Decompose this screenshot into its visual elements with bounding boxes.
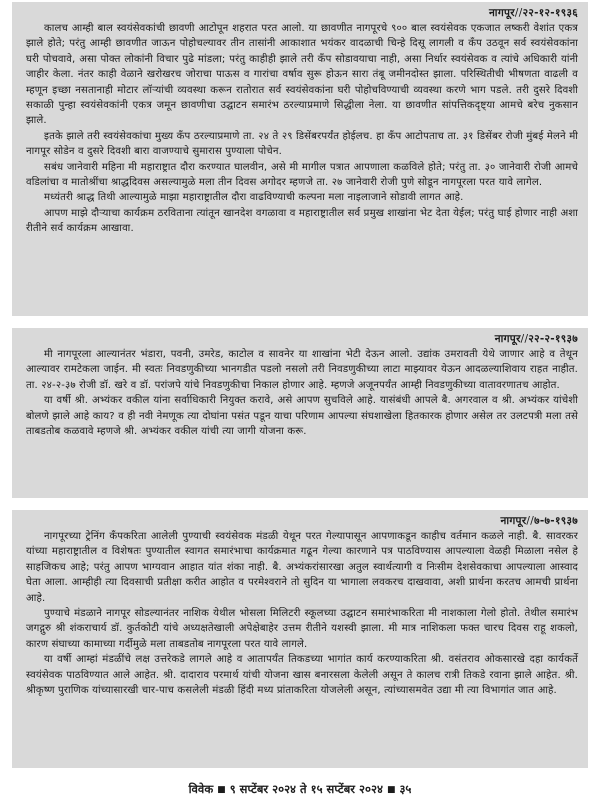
letter-paragraph: आपण माझे दौऱ्याचा कार्यक्रम ठरविताना त्यांतून खानदेश वगळावा व महाराष्ट्रातील सर्व प्रमुख शाखांना भेट देता येईल; परंतु घाई होणार नाही अशा रीतीने सर्व कार्यक्रम आखावा. xyxy=(26,207,578,235)
square-bullet-icon: ■ xyxy=(217,785,226,795)
letter-paragraph: कालच आम्ही बाल स्वयंसेवकांची छावणी आटोपून शहरात परत आलो. या छावणीत नागपूरचे ९०० बाल स्वयंसेवक एकजात लष्करी वेशांत एकत्र झाले होते; परंतु आम्ही छावणीत जाऊन पोहोचल्यावर तीन तासांनी आकाशात भयंकर वादळाची चिन्हे दिसू लागली व कँप उठवून सर्व स्वयंसेवकांना घरी पोचवावे, असा पोक्त लोकांनी विचार पुढे मांडला; परंतु काहीही झाले तरी कँप सोडावयाचा नाही, असा निर्धार स्वयंसेवक व त्यांचे अधिकारी यांनी जाहीर केला. नंतर काही वेळाने खरोखरच जोराचा पाऊस व गारांचा वर्षाव सुरू होऊन सारा तंबू जमीनदोस्त झाला. परिस्थितीची भीषणता वाढली व म्हणून इच्छा नसतानाही मोटार लॉऱ्यांची व्यवस्था करून रातोरात सर्व स्वयंसेवकांना घरी पोहोचविण्याची व्यवस्था करणे भाग पडले. तरी दुसरे दिवशी सकाळी पुन्हा स्वयंसेवकांनी एकत्र जमून छावणीचा उद्घाटन समारंभ ठरल्याप्रमाणे सिद्धीला नेला. या छावणीत सांपत्तिकदृष्ट्या आमचे बरेच नुकसान झाले. xyxy=(26,23,578,127)
letter-paragraph: मध्यंतरी श्राद्ध तिथी आल्यामुळे माझा महाराष्ट्रातील दौरा वाढविण्याची कल्पना मला नाइलाजाने सोडावी लागत आहे. xyxy=(44,192,464,204)
letter-paragraph: पुण्याचे मंडळाने नागपूर सोडल्यानंतर नाशिक येथील भोसला मिलिटरी स्कूलच्या उद्घाटन समारंभाकरिता मी नाशकाला गेलो होतो. तेथील समारंभ जगद्गुरु श्री शंकराचार्य डॉ. कुर्तकोटी यांचे अध्यक्षतेखाली अपेक्षेबाहेर उत्तम रीतीने यशस्वी झाला. मी मात्र नाशिकला फक्त चारच दिवस राहू शकलो, कारण संघाच्या कामाच्या गर्दीमुळे मला ताबडतोब नागपूरला परत यावे लागले. xyxy=(26,608,578,650)
square-bullet-icon: ■ xyxy=(386,785,396,795)
letter-date: नागपूर//२२-१२-१९३६ xyxy=(488,7,578,19)
letter-date: नागपूर//२२-२-१९३७ xyxy=(494,333,578,345)
page-number: ३५ xyxy=(399,782,412,796)
letter-paragraph: नागपूरच्या ट्रेनिंग कँपकरिता आलेली पुण्याची स्वयंसेवक मंडळी येथून परत गेल्यापासून आपणाकडून काहीच वर्तमान कळले नाही. बै. सावरकर यांच्या महाराष्ट्रातील व विशेषतः पुण्यातील स्वागत समारंभाचा कार्यक्रमात गढून गेल्या कारणाने पत्र पाठविण्यास आपल्याला वेळही मिळाला नसेल हे साहजिकच आहे; परंतु आपण भाग्यवान आहात यांत शंका नाही. बै. अभ्यंकरांसारखा अतुल स्वार्थत्यागी व निःसीम देशसेवकाचा आपल्याला आस्वाद घेता आला. आम्हीही त्या दिवसाची प्रतीक्षा करीत आहोत व परमेश्वराने तो सुदिन या भागाला लवकरच दाखवावा, अशी प्रार्थना करतच आमची प्रार्थना आहे. xyxy=(26,531,578,604)
letter-paragraph: या वर्षी आम्हां मंडळींचे लक्ष उत्तरेकडे लागले आहे व आतापर्यंत तिकडच्या भागांत कार्य करण्याकरिता श्री. वसंतराव ओकसारखे दहा कार्यकर्ते स्वयंसेवक पाठविण्यात आले आहेत. श्री. दादाराव परमार्थ यांची योजना खास बनारसला केलेली असून ते कालच रात्री तिकडे रवाना झाले आहेत. श्री. श्रीकृष्ण पुराणिक यांच्यासारखी चार-पाच कसलेली मंडळी हिंदी मध्य प्रांताकरिता योजलेली असून, त्यांच्यासमवेत उद्या मी त्या विभागांत जात आहे. xyxy=(26,654,578,697)
letter-paragraph: सबंध जानेवारी महिना मी महाराष्ट्रात दौरा करण्यात घालवीन, असे मी मागील पत्रात आपणाला कळविले होते; परंतु ता. ३० जानेवारी रोजी आमचे वडिलांचा व मातोश्रींचा श्राद्धदिवस असल्यामुळे मला तीन दिवस अगोदर म्हणजे ता. २७ जानेवारी रोजी पुणे सोडून नागपूरला परत यावे लागेल. xyxy=(26,161,578,189)
letter-paragraph: या वर्षी श्री. अभ्यंकर वकील यांना सर्वाधिकारी नियुक्त करावे, असे आपण सुचविले आहे. यासंबंधी आपले बै. अगरवाल व श्री. अभ्यंकर यांचेशी बोलणे झाले आहे काय? व ही नवी नेमणूक त्या दोघांना पसंत पडून याचा परिणाम आपल्या संघशाखेला हितकारक होणार असेल तर उलटपत्री मला तसे ताबडतोब कळवावे म्हणजे श्री. अभ्यंकर वकील यांची त्या जागी योजना करू. xyxy=(26,395,578,438)
issue-dates: ९ सप्टेंबर २०२४ ते १५ सप्टेंबर २०२४ xyxy=(229,782,383,796)
letter-paragraph: इतके झाले तरी स्वयंसेवकांचा मुख्य कँप ठरल्याप्रमाणे ता. २४ ते २९ डिसेंबरपर्यंत होईलच. हा कँप आटोपताच ता. ३१ डिसेंबर रोजी मुंबई मेलने मी नागपूर सोडेन व दुसरे दिवशी बारा वाजण्याचे सुमारास पुण्याला पोचेन. xyxy=(26,130,578,158)
magazine-name: विवेक xyxy=(188,782,214,796)
letter-1 xyxy=(12,2,588,316)
letter-paragraph: मी नागपूरला आल्यानंतर भंडारा, पवनी, उमरेड, काटोल व सावनेर या शाखांना भेटी देऊन आलो. उद्यांक उमरावती येथे जाणार आहे व तेथून आल्यावर रामटेकला जाईन. मी स्वतः निवडणुकीच्या भानगडीत पडलो नसलो तरी निवडणुकीच्या लाटा माझ्यावर येऊन आदळल्याशिवाय राहत नाहीत. ता. २४-२-३७ रोजी डॉ. खरे व डॉ. परांजपे यांचे निवडणुकीचा निकाल होणार आहे. म्हणजे अजूनपर्यंत आम्ही निवडणुकीच्या वातावरणातच आहोत. xyxy=(26,349,578,391)
letter-date: नागपूर//७-७-१९३७ xyxy=(500,515,578,527)
letter-3 xyxy=(12,510,588,768)
page-footer xyxy=(0,780,600,799)
letter-2 xyxy=(12,328,588,498)
